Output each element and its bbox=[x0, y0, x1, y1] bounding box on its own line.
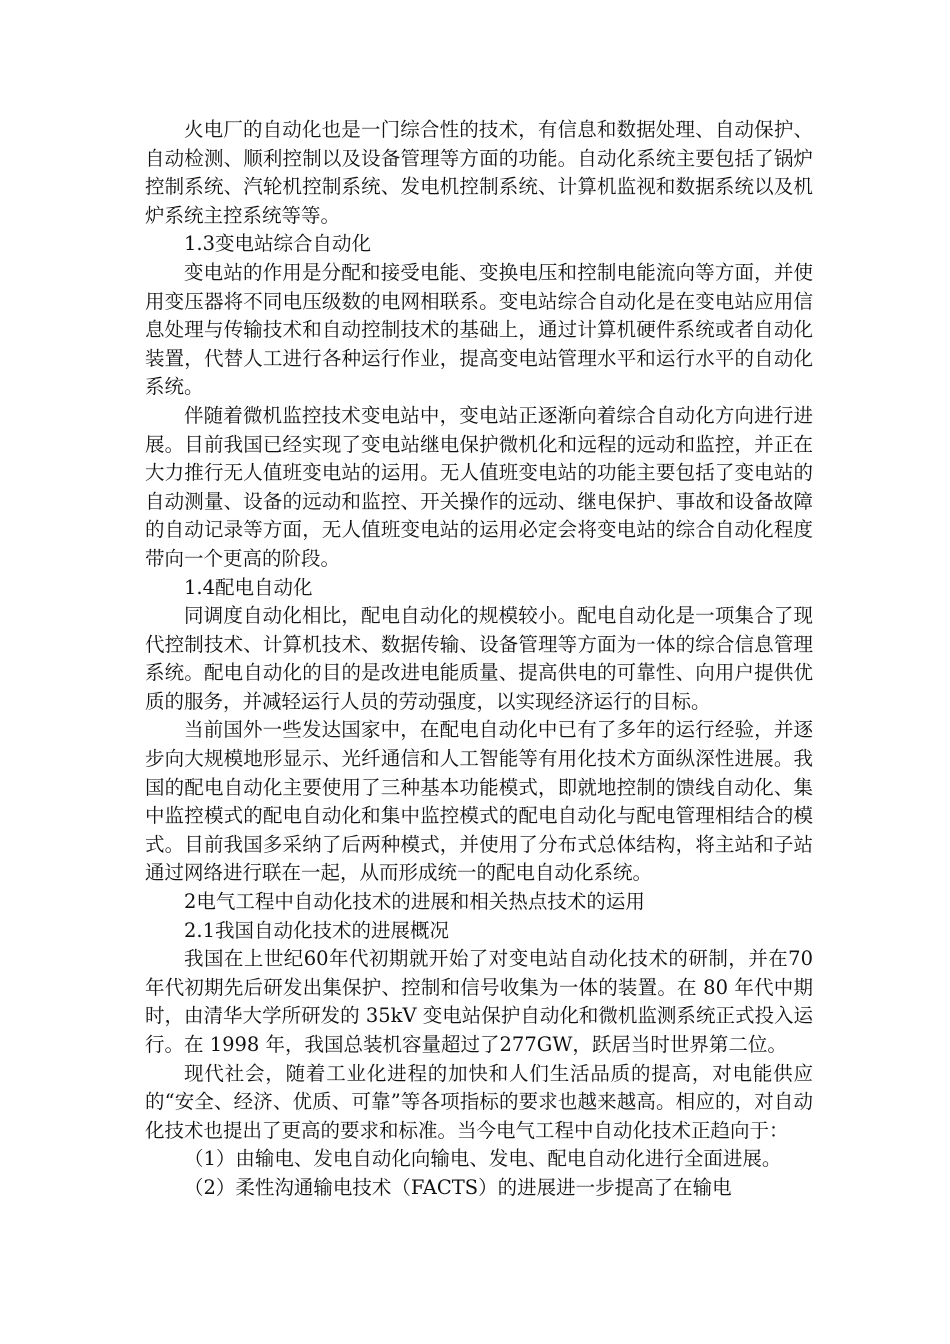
section-heading-2: 2电气工程中自动化技术的进展和相关热点技术的运用 bbox=[184, 890, 645, 914]
paragraph-thermal-plant-automation: 火电厂的自动化也是一门综合性的技术，有信息和数据处理、自动保护、自动检测、顺利控制以及设备管理等方面的功能。自动化系统主要包括了锅炉控制系统、汽轮机控制系统、发电机控制系统、计算机监视和数据系统以及机炉系统主控系统等等。 bbox=[145, 118, 813, 227]
paragraph-modern-trends: 现代社会，随着工业化进程的加快和人们生活品质的提高，对电能供应的“安全、经济、优质、可靠”等各项指标的要求也越来越高。相应的，对自动化技术也提出了更高的要求和标准。当今电气工程中自动化技术正趋向于： bbox=[145, 1061, 813, 1142]
paragraph-foreign-experience: 当前国外一些发达国家中，在配电自动化中已有了多年的运行经验，并逐步向大规模地形显示、光纤通信和人工智能等有用化技术方面纵深性进展。我国的配电自动化主要使用了三种基本功能模式，即就地控制的馈线自动化、集中监控模式的配电自动化和集中监控模式的配电自动化与配电管理相结合的模式。目前我国多采纳了后两种模式，并使用了分布式总体结构，将主站和子站通过网络进行联在一起，从而形成统一的配电自动化系统。 bbox=[145, 718, 813, 885]
list-item-2: （2）柔性沟通输电技术（FACTS）的进展进一步提高了在输电 bbox=[184, 1175, 732, 1199]
document-body bbox=[145, 116, 813, 1203]
paragraph-substation-development: 伴随着微机监控技术变电站中，变电站正逐渐向着综合自动化方向进行进展。目前我国已经实现了变电站继电保护微机化和远程的远动和监控，并正在大力推行无人值班变电站的运用。无人值班变电站的功能主要包括了变电站的自动测量、设备的远动和监控、开关操作的远动、继电保护、事故和设备故障的自动记录等方面，无人值班变电站的运用必定会将变电站的综合自动化程度带向一个更高的阶段。 bbox=[145, 403, 813, 570]
section-heading-2-1: 2.1我国自动化技术的进展概况 bbox=[184, 918, 450, 942]
paragraph-domestic-history: 我国在上世纪60年代初期就开始了对变电站自动化技术的研制，并在70年代初期先后研发出集保护、控制和信号收集为一体的装置。在 80 年代中期时，由清华大学所研发的 35kV 变电站保护自动化和微机监测系统正式投入运行。在 1998 年，我国总装机容量超过了277GW，跃居当时世界第二位。 bbox=[145, 947, 813, 1056]
paragraph-distribution-automation: 同调度自动化相比，配电自动化的规模较小。配电自动化是一项集合了现代控制技术、计算机技术、数据传输、设备管理等方面为一体的综合信息管理系统。配电自动化的目的是改进电能质量、提高供电的可靠性、向用户提供优质的服务，并减轻运行人员的劳动强度，以实现经济运行的目标。 bbox=[145, 604, 813, 713]
paragraph-substation-role: 变电站的作用是分配和接受电能、变换电压和控制电能流向等方面，并使用变压器将不同电压级数的电网相联系。变电站综合自动化是在变电站应用信息处理与传输技术和自动控制技术的基础上，通过计算机硬件系统或者自动化装置，代替人工进行各种运行作业，提高变电站管理水平和运行水平的自动化系统。 bbox=[145, 260, 813, 399]
section-heading-1-3: 1.3变电站综合自动化 bbox=[184, 232, 372, 256]
list-item-1: （1）由输电、发电自动化向输电、发电、配电自动化进行全面进展。 bbox=[184, 1147, 782, 1171]
section-heading-1-4: 1.4配电自动化 bbox=[184, 575, 313, 599]
